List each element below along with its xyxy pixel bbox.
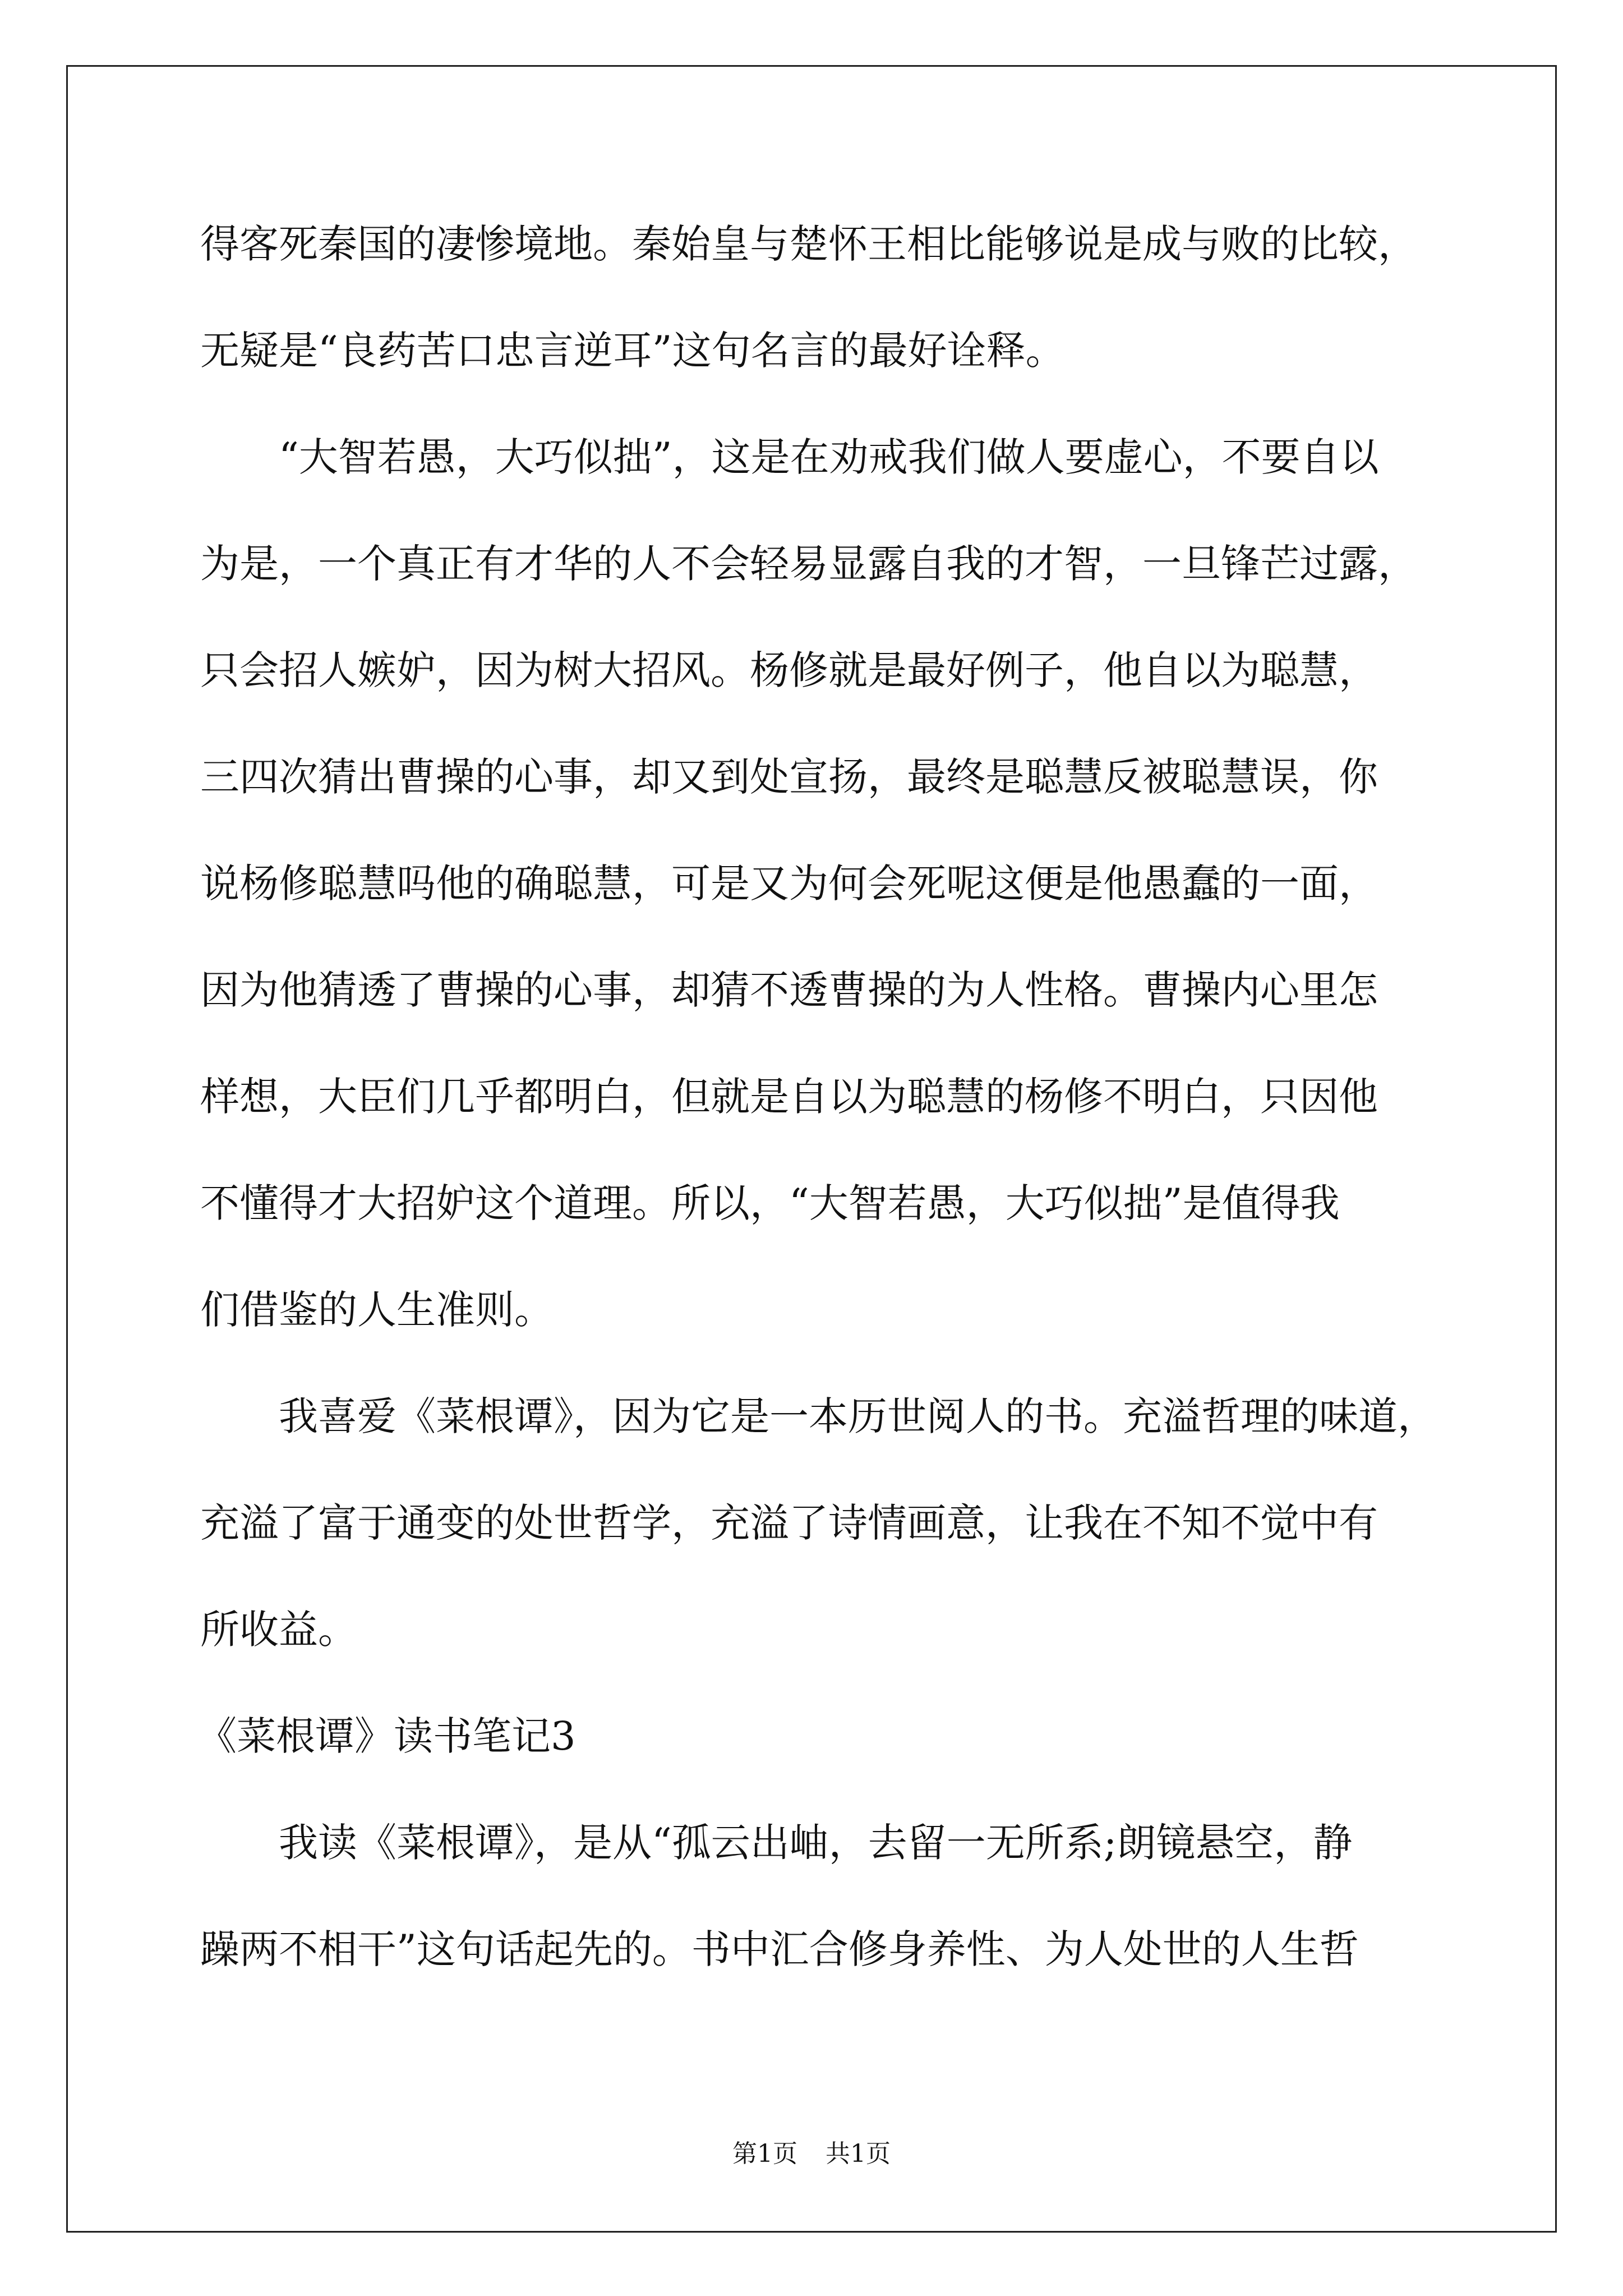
text-line: 为是，一个真正有才华的人不会轻易显露自我的才智，一旦锋芒过露， <box>200 541 1417 587</box>
text-line: 我喜爱《菜根谭》，因为它是一本历世阅人的书。充溢哲理的味道， <box>279 1393 1437 1439</box>
text-line: 因为他猜透了曹操的心事，却猜不透曹操的为人性格。曹操内心里怎 <box>200 967 1378 1013</box>
text-line: 样想，大臣们几乎都明白，但就是自以为聪慧的杨修不明白，只因他 <box>200 1074 1378 1120</box>
text-line: 不懂得才大招妒这个道理。所以，“大智若愚，大巧似拙”是值得我 <box>200 1180 1340 1226</box>
page-number-current: 第1页 <box>732 2139 797 2168</box>
text-line: 得客死秦国的凄惨境地。秦始皇与楚怀王相比能够说是成与败的比较， <box>200 221 1417 267</box>
page-border <box>66 65 1557 2233</box>
text-line: 躁两不相干”这句话起先的。书中汇合修身养性、为人处世的人生哲 <box>200 1926 1359 1972</box>
text-line: 无疑是“良药苦口忠言逆耳”这句名言的最好诠释。 <box>200 328 1065 374</box>
text-line: 只会招人嫉妒，因为树大招风。杨修就是最好例子，他自以为聪慧， <box>200 647 1378 693</box>
section-heading: 《菜根谭》读书笔记3 <box>197 1713 576 1759</box>
text-line: 三四次猜出曹操的心事，却又到处宣扬，最终是聪慧反被聪慧误，你 <box>200 754 1378 800</box>
text-line: 充溢了富于通变的处世哲学，充溢了诗情画意，让我在不知不觉中有 <box>200 1500 1378 1546</box>
text-line: 说杨修聪慧吗他的确聪慧，可是又为何会死呢这便是他愚蠢的一面， <box>200 861 1378 907</box>
text-line: 们借鉴的人生准则。 <box>200 1287 554 1333</box>
page-number-total: 共1页 <box>826 2139 891 2168</box>
text-line: “大智若愚，大巧似拙”，这是在劝戒我们做人要虚心，不要自以 <box>279 434 1379 480</box>
page-footer <box>0 2137 1623 2171</box>
text-line: 所收益。 <box>200 1607 357 1653</box>
text-line: 我读《菜根谭》，是从“孤云出岫，去留一无所系;朗镜悬空，静 <box>279 1820 1353 1866</box>
